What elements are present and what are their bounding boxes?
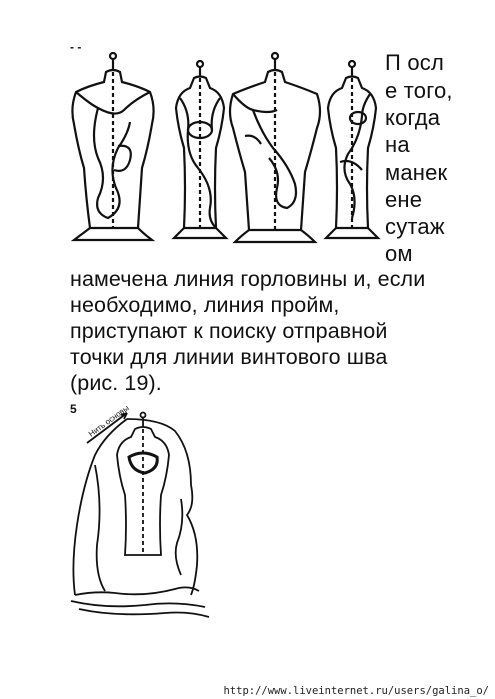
draped-mannequin-figure xyxy=(65,405,215,620)
mannequin-figure-3 xyxy=(225,48,325,248)
side-text-line: ом xyxy=(385,241,413,266)
side-text-line: манек xyxy=(385,160,448,185)
side-text-line: П осл xyxy=(385,50,444,75)
mannequin-figure-1 xyxy=(68,48,158,248)
footer-url[interactable]: http://www.liveinternet.ru/users/galina_o/ xyxy=(223,685,489,697)
side-text-line: ене xyxy=(385,187,423,212)
paragraph-line: приступают к поиску отправной xyxy=(70,319,388,343)
side-text-line: на xyxy=(385,132,410,157)
side-text-line: е того, xyxy=(385,78,453,103)
paragraph-line: точки для линии винтового шва xyxy=(70,345,388,369)
grain-label: Нить основы xyxy=(86,403,131,439)
figure-mark: 5 xyxy=(70,402,77,416)
paragraph-line: (рис. 19). xyxy=(70,371,162,395)
figure-mark: - - xyxy=(70,40,82,54)
side-text-line: сутаж xyxy=(385,214,445,239)
paragraph-line: необходимо, линия пройм, xyxy=(70,293,340,317)
mannequin-figure-4 xyxy=(322,58,382,243)
mannequin-figure-2 xyxy=(170,58,230,243)
side-text-line: когда xyxy=(385,105,441,130)
paragraph-line: намечена линия горловины и, если xyxy=(70,267,426,291)
